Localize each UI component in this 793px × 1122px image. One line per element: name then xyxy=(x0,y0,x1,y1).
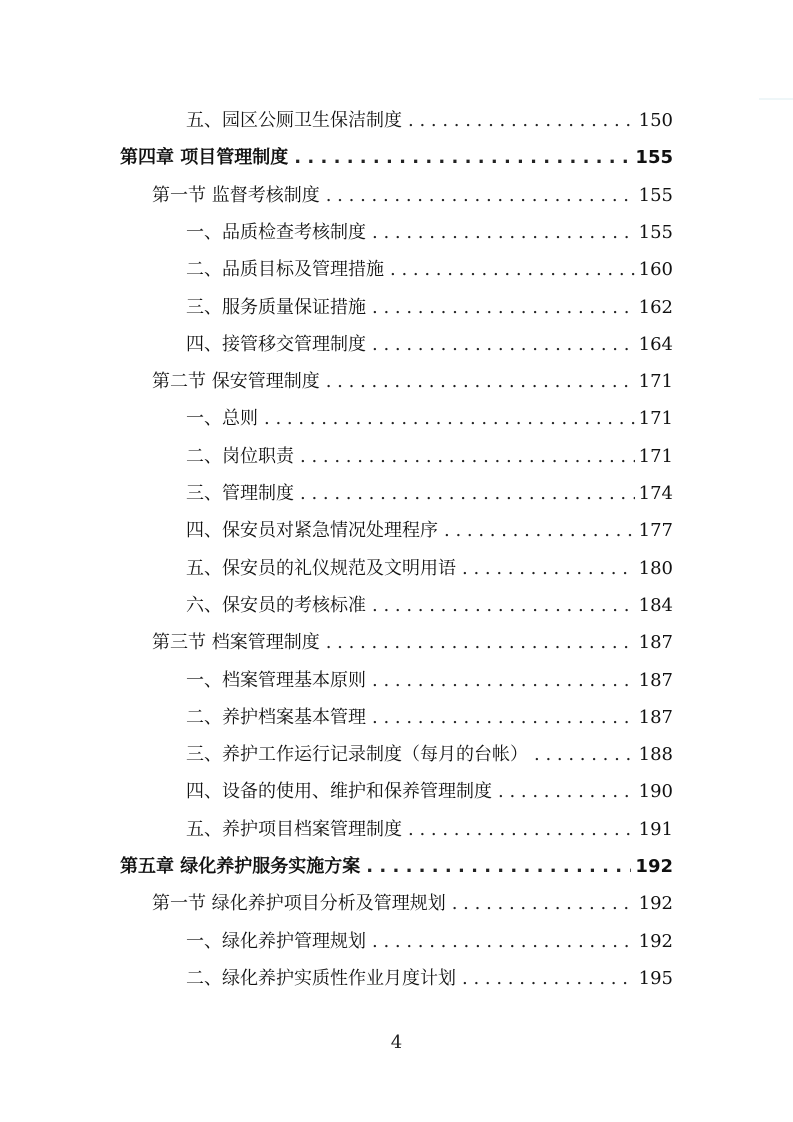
page-number: 4 xyxy=(390,1032,403,1053)
toc-entry-label: 一、总则 xyxy=(186,408,258,430)
toc-entry-label: 一、档案管理基本原则 xyxy=(186,669,366,691)
toc-item-entry[interactable] xyxy=(186,962,673,992)
toc-entry-label: 三、管理制度 xyxy=(186,483,294,504)
toc-entry-label: 第二节 保安管理制度 xyxy=(152,371,320,393)
toc-entry-label: 二、品质目标及管理措施 xyxy=(186,259,384,281)
toc-dot-leader xyxy=(372,220,635,246)
toc-entry-page: 162 xyxy=(638,296,673,318)
toc-dot-leader xyxy=(390,257,635,283)
toc-entry-page: 164 xyxy=(638,333,673,355)
toc-dot-leader xyxy=(264,406,635,432)
toc-entry-page: 155 xyxy=(638,221,673,243)
toc-entry-page: 180 xyxy=(638,557,673,579)
toc-entry-label: 一、绿化养护管理规划 xyxy=(186,930,366,952)
toc-dot-leader xyxy=(326,183,635,209)
toc-dot-leader xyxy=(534,742,635,768)
toc-dot-leader xyxy=(444,518,635,544)
toc-entry-label: 二、绿化养护实质性作业月度计划 xyxy=(186,967,456,989)
toc-entry-label: 二、岗位职责 xyxy=(186,445,294,467)
toc-item-entry[interactable] xyxy=(186,291,673,321)
toc-entry-label: 六、保安员的考核标准 xyxy=(186,594,366,616)
toc-entry-label: 五、养护项目档案管理制度 xyxy=(186,818,402,840)
toc-entry-label: 三、服务质量保证措施 xyxy=(186,296,366,318)
toc-entry-page: 155 xyxy=(638,184,673,206)
toc-item-entry[interactable] xyxy=(186,440,673,470)
toc-entry-label: 四、设备的使用、维护和保养管理制度 xyxy=(186,781,492,803)
toc-entry-page: 177 xyxy=(638,520,673,542)
corner-mark xyxy=(759,98,793,100)
toc-entry-page: 155 xyxy=(635,147,673,169)
toc-entry-page: 188 xyxy=(638,744,673,766)
toc-entry-page: 192 xyxy=(638,893,673,915)
toc-dot-leader xyxy=(372,332,635,358)
toc-entry-page: 171 xyxy=(638,371,673,393)
toc-entry-label: 第一节 绿化养护项目分析及管理规划 xyxy=(152,893,446,915)
toc-dot-leader xyxy=(462,966,635,992)
toc-dot-leader xyxy=(326,630,635,656)
toc-entry-page: 160 xyxy=(638,259,673,281)
toc-dot-leader xyxy=(372,929,635,955)
toc-entry-page: 184 xyxy=(638,594,673,616)
toc-item-entry[interactable] xyxy=(186,701,673,731)
toc-entry-page: 187 xyxy=(638,632,673,654)
toc-entry-page: 187 xyxy=(638,706,673,728)
toc-chapter-entry[interactable] xyxy=(120,141,673,171)
toc-chapter-entry[interactable] xyxy=(120,850,673,880)
toc-dot-leader xyxy=(372,668,635,694)
toc-entry-page: 150 xyxy=(638,110,673,131)
toc-dot-leader xyxy=(294,145,631,171)
toc-entry-page: 171 xyxy=(638,408,673,430)
toc-dot-leader xyxy=(326,369,635,395)
toc-dot-leader xyxy=(372,295,635,321)
toc-dot-leader xyxy=(498,779,635,805)
toc-item-entry[interactable] xyxy=(186,253,673,283)
toc-item-entry[interactable] xyxy=(186,104,673,134)
toc-dot-leader xyxy=(372,705,635,731)
toc-section-entry[interactable] xyxy=(152,179,673,209)
toc-item-entry[interactable] xyxy=(186,813,673,843)
toc-dot-leader xyxy=(366,854,631,880)
toc-entry-label: 四、保安员对紧急情况处理程序 xyxy=(186,520,438,542)
toc-entry-label: 五、保安员的礼仪规范及文明用语 xyxy=(186,557,456,579)
toc-entry-page: 195 xyxy=(638,967,673,989)
toc-item-entry[interactable] xyxy=(186,589,673,619)
toc-section-entry[interactable] xyxy=(152,626,673,656)
toc-item-entry[interactable] xyxy=(186,552,673,582)
toc-item-entry[interactable] xyxy=(186,738,673,768)
toc-section-entry[interactable] xyxy=(152,887,673,917)
toc-item-entry[interactable] xyxy=(186,664,673,694)
toc-section-entry[interactable] xyxy=(152,365,673,395)
toc-item-entry[interactable] xyxy=(186,477,673,507)
toc-entry-page: 192 xyxy=(635,856,673,877)
toc-entry-label: 第五章 绿化养护服务实施方案 xyxy=(120,856,361,877)
toc-entry-label: 五、园区公厕卫生保洁制度 xyxy=(186,110,402,131)
toc-entry-page: 174 xyxy=(638,483,673,504)
toc-dot-leader xyxy=(300,481,635,507)
toc-dot-leader xyxy=(300,444,635,470)
toc-entry-label: 第四章 项目管理制度 xyxy=(120,147,289,169)
toc-item-entry[interactable] xyxy=(186,925,673,955)
toc-entry-label: 三、养护工作运行记录制度（每月的台帐） xyxy=(186,744,528,766)
toc-entry-page: 192 xyxy=(638,930,673,952)
toc-dot-leader xyxy=(408,108,635,134)
toc-dot-leader xyxy=(462,556,635,582)
toc-item-entry[interactable] xyxy=(186,402,673,432)
toc-entry-page: 187 xyxy=(638,669,673,691)
toc-entry-page: 171 xyxy=(638,445,673,467)
toc-item-entry[interactable] xyxy=(186,514,673,544)
toc-dot-leader xyxy=(452,891,635,917)
toc-entry-page: 190 xyxy=(638,781,673,803)
toc-dot-leader xyxy=(372,593,635,619)
toc-entry-label: 第三节 档案管理制度 xyxy=(152,632,320,654)
toc-entry-label: 二、养护档案基本管理 xyxy=(186,706,366,728)
toc-entry-page: 191 xyxy=(638,818,673,840)
toc-item-entry[interactable] xyxy=(186,216,673,246)
toc-item-entry[interactable] xyxy=(186,328,673,358)
toc-dot-leader xyxy=(408,817,635,843)
toc-item-entry[interactable] xyxy=(186,775,673,805)
toc-entry-label: 四、接管移交管理制度 xyxy=(186,333,366,355)
toc-entry-label: 第一节 监督考核制度 xyxy=(152,184,320,206)
toc-entry-label: 一、品质检查考核制度 xyxy=(186,221,366,243)
